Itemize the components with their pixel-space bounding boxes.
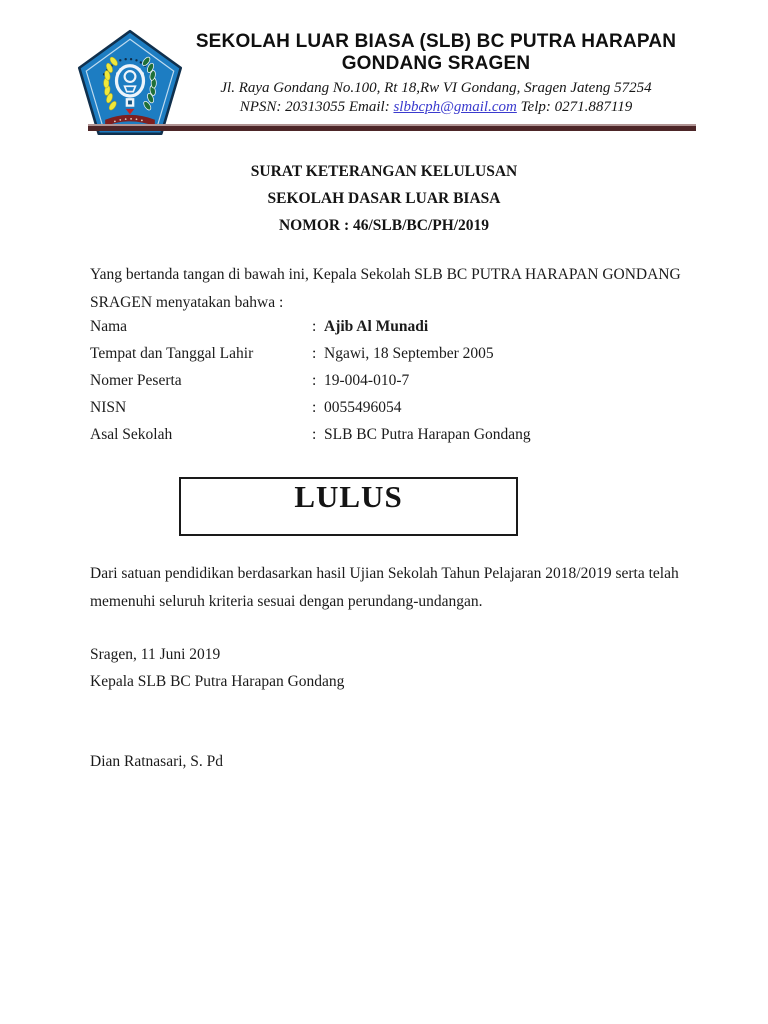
field-label: Nama [90, 318, 128, 336]
field-label: Asal Sekolah [90, 425, 173, 443]
field-value: Ngawi, 18 September 2005 [324, 345, 494, 363]
document-title-block [0, 158, 768, 239]
school-logo-icon [76, 29, 184, 137]
field-colon: : [312, 425, 317, 443]
field-row-asal-sekolah [90, 421, 690, 448]
field-label: Nomer Peserta [90, 371, 182, 389]
result-label: LULUS [294, 479, 403, 514]
field-label: NISN [90, 398, 127, 416]
field-colon: : [312, 318, 317, 336]
field-colon: : [312, 345, 317, 363]
email-link[interactable]: slbbcph@gmail.com [393, 98, 517, 115]
field-colon: : [312, 371, 317, 389]
field-value: SLB BC Putra Harapan Gondang [324, 425, 531, 443]
field-row-nomer-peserta [90, 368, 690, 395]
school-contact-line [190, 98, 682, 117]
field-label: Tempat dan Tanggal Lahir [90, 345, 254, 363]
telp-label: Telp: 0271.887119 [516, 98, 633, 115]
field-value: 19-004-010-7 [324, 371, 410, 389]
header-divider-rule [88, 124, 696, 131]
letterhead [190, 31, 682, 116]
signature-name: Dian Ratnasari, S. Pd [90, 753, 224, 770]
npsn-label: NPSN: 20313055 Email: [239, 98, 394, 115]
school-address: Jl. Raya Gondang No.100, Rt 18,Rw VI Gondang, Sragen Jateng 57254 [220, 80, 652, 96]
school-name-line1: SEKOLAH LUAR BIASA (SLB) BC PUTRA HARAPAN [195, 31, 677, 52]
student-fields [90, 314, 690, 448]
field-value: Ajib Al Munadi [324, 318, 429, 336]
document-title: SURAT KETERANGAN KELULUSAN [250, 163, 518, 180]
intro-paragraph: Yang bertanda tangan di bawah ini, Kepala Sekolah SLB BC PUTRA HARAPAN GONDANG SRAGEN menyatakan bahwa : [90, 266, 681, 311]
field-row-ttl [90, 341, 690, 368]
document-subtitle: SEKOLAH DASAR LUAR BIASA [267, 190, 501, 207]
school-name-line2: GONDANG SRAGEN [341, 53, 531, 74]
closing-paragraph: Dari satuan pendidikan berdasarkan hasil Ujian Sekolah Tahun Pelajaran 2018/2019 serta telah memenuhi seluruh kriteria sesuai dengan perundang-undangan. [90, 565, 679, 610]
signature-title: Kepala SLB BC Putra Harapan Gondang [90, 673, 345, 690]
document-number: NOMOR : 46/SLB/BC/PH/2019 [278, 217, 490, 234]
field-row-nisn [90, 394, 690, 421]
field-colon: : [312, 398, 317, 416]
field-value: 0055496054 [324, 398, 402, 416]
field-row-nama [90, 314, 690, 341]
signature-place-date: Sragen, 11 Juni 2019 [90, 646, 221, 663]
result-box [179, 477, 518, 536]
